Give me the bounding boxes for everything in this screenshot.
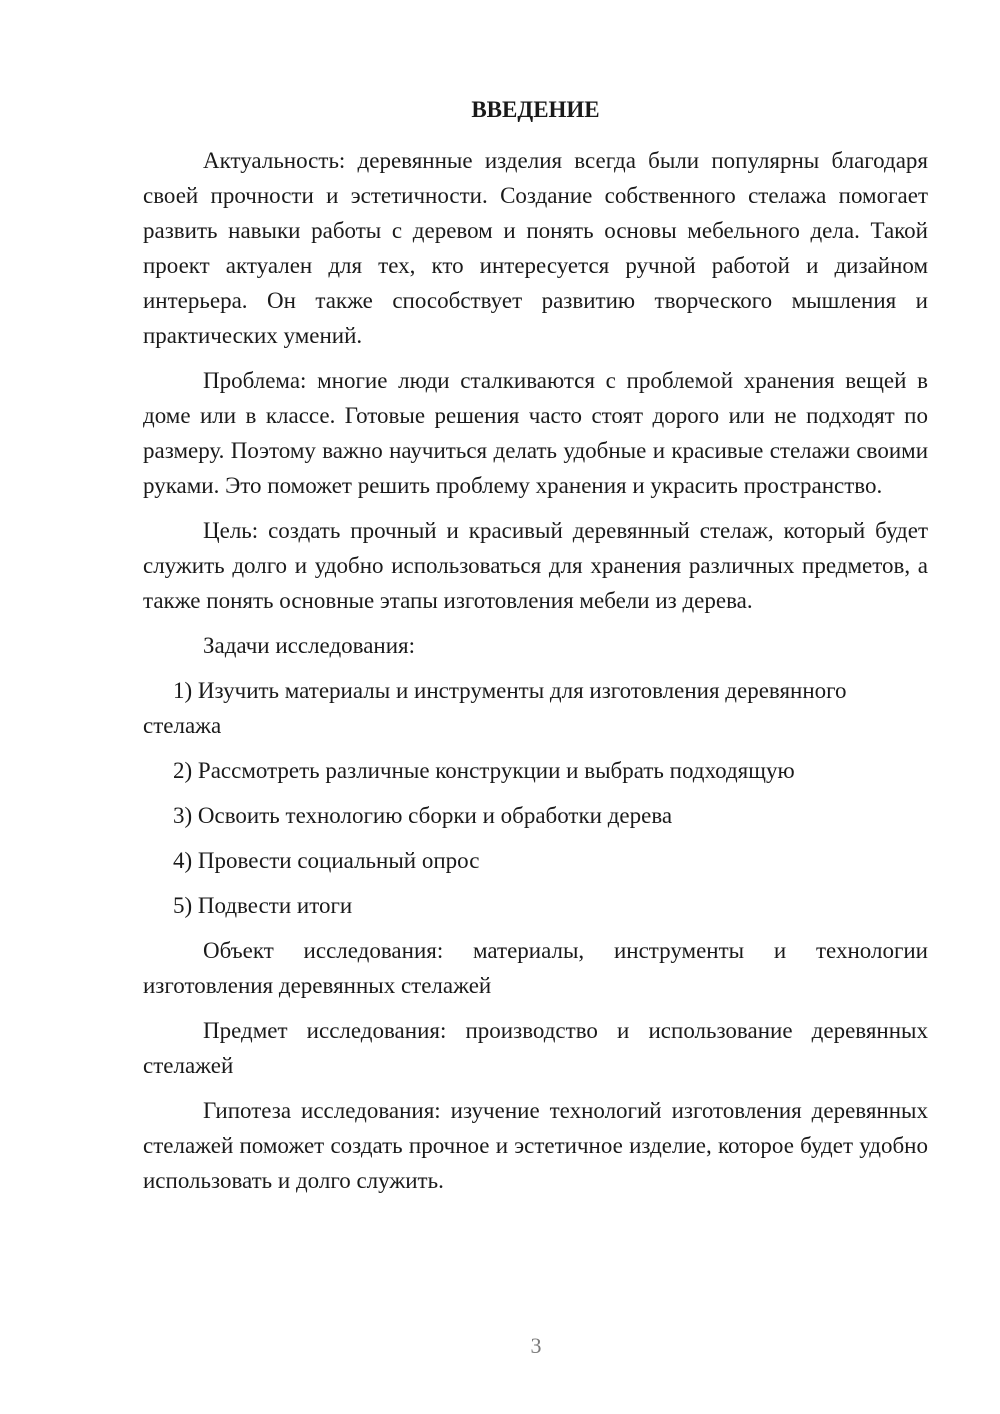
page-content — [143, 95, 928, 1208]
task-item-3: 3) Освоить технологию сборки и обработки дерева — [173, 803, 673, 828]
task-item-1: 1) Изучить материалы и инструменты для изготовления деревянного стелажа — [143, 678, 847, 738]
relevance-paragraph: Актуальность: деревянные изделия всегда были популярны благодаря своей прочности и эстетичности. Создание собственного стелажа помогает развить навыки работы с деревом и понять основы мебельного дела. Такой проект актуален для тех, кто интересуется ручной работой и дизайном интерьера. Он также способствует развитию творческого мышления и практических умений. — [143, 148, 928, 348]
object-paragraph: Объект исследования: материалы, инструменты и технологии изготовления деревянных стелажей — [143, 938, 928, 998]
tasks-title: Задачи исследования: — [203, 633, 416, 658]
task-item-5: 5) Подвести итоги — [173, 893, 353, 918]
problem-paragraph: Проблема: многие люди сталкиваются с проблемой хранения вещей в доме или в классе. Готовые решения часто стоят дорого или не подходят по размеру. Поэтому важно научиться делать удобные и красивые стелажи своими руками. Это поможет решить проблему хранения и украсить пространство. — [143, 368, 928, 498]
goal-paragraph: Цель: создать прочный и красивый деревянный стелаж, который будет служить долго и удобно использоваться для хранения различных предметов, а также понять основные этапы изготовления мебели из дерева. — [143, 518, 928, 613]
hypothesis-paragraph: Гипотеза исследования: изучение технологий изготовления деревянных стелажей поможет создать прочное и эстетичное изделие, которое будет удобно использовать и долго служить. — [143, 1098, 928, 1193]
task-item-2: 2) Рассмотреть различные конструкции и выбрать подходящую — [173, 758, 795, 783]
task-item-4: 4) Провести социальный опрос — [173, 848, 480, 873]
page-number: 3 — [530, 1333, 542, 1358]
page-title: ВВЕДЕНИЕ — [471, 97, 600, 122]
subject-paragraph: Предмет исследования: производство и использование деревянных стелажей — [143, 1018, 928, 1078]
